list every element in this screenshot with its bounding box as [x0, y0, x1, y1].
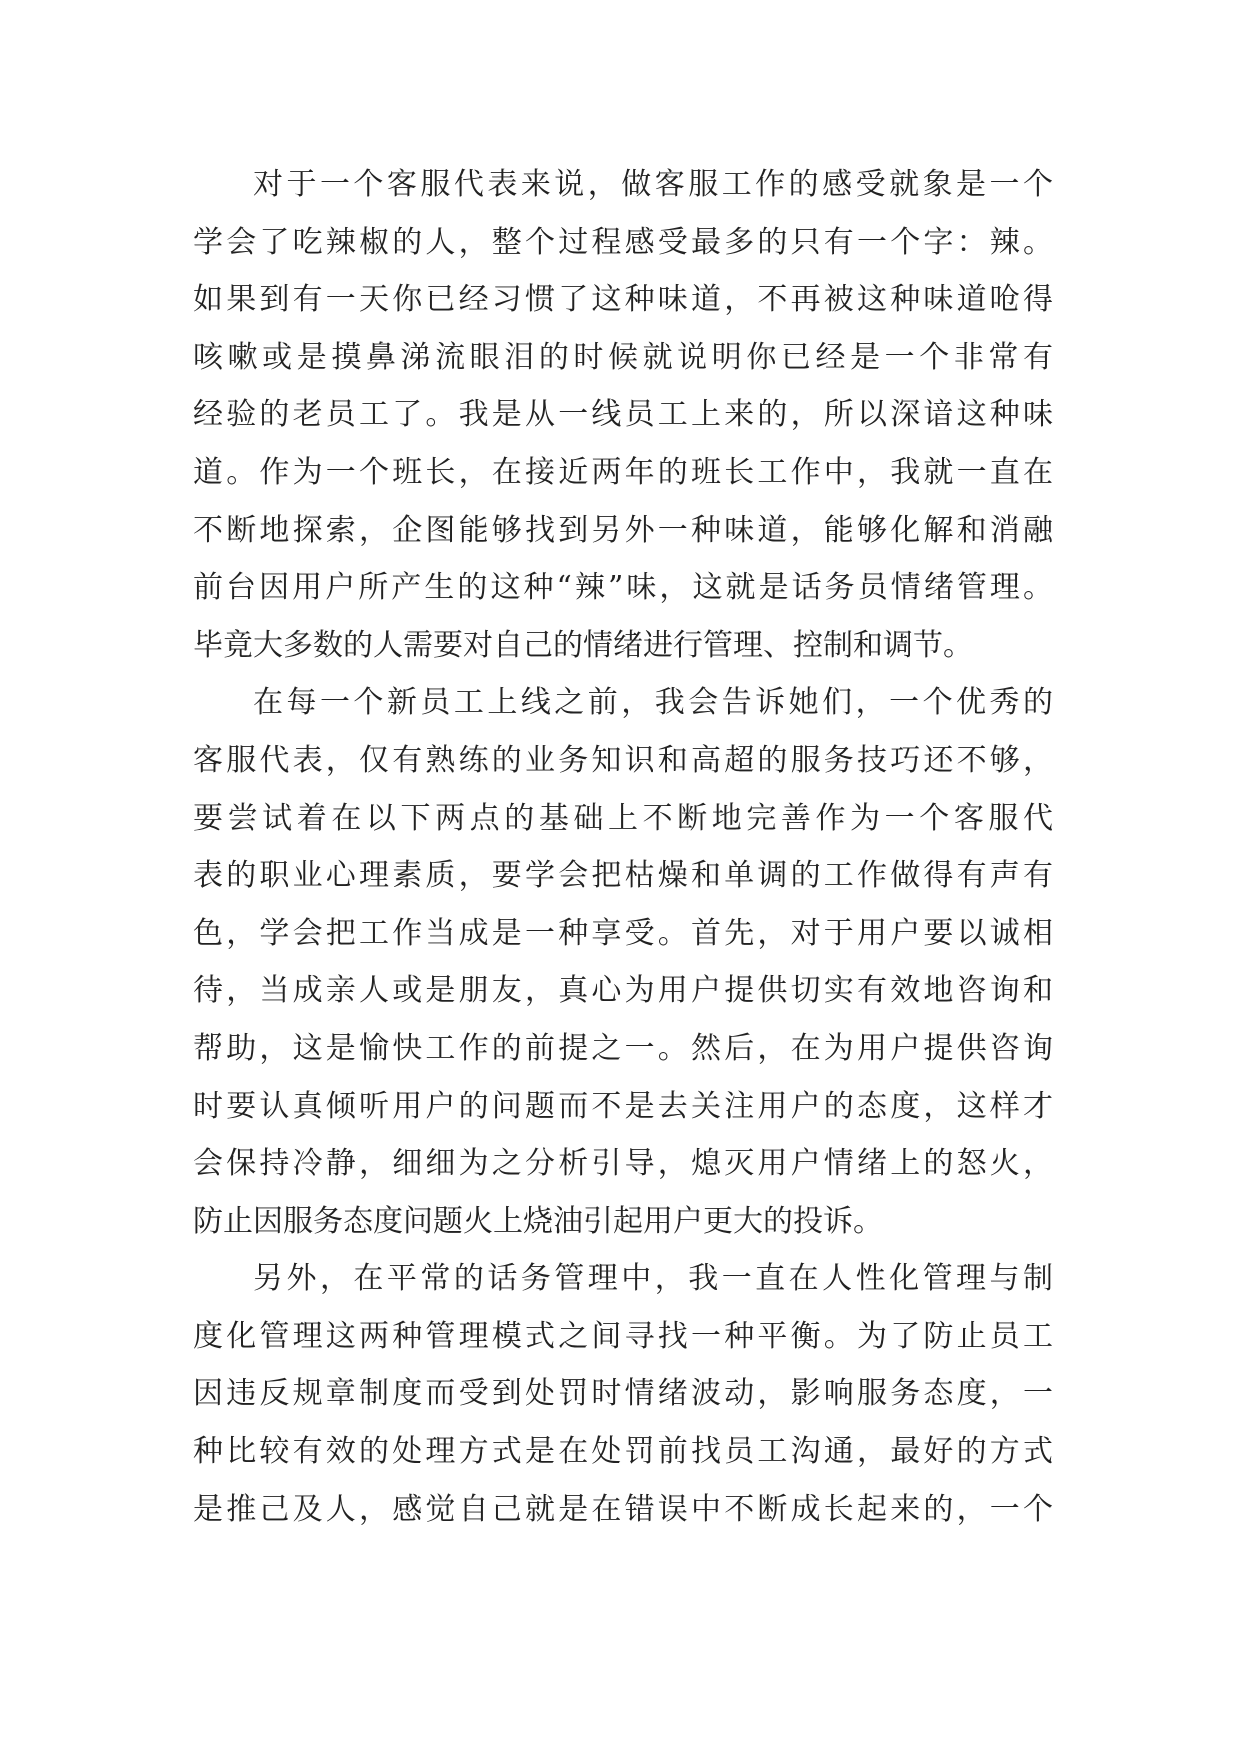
text-line: 咳嗽或是摸鼻涕流眼泪的时候就说明你已经是一个非常有	[193, 339, 1053, 375]
text-line: 另外，在平常的话务管理中，我一直在人性化管理与制	[253, 1261, 1053, 1297]
text-line: 时要认真倾听用户的问题而不是去关注用户的态度，这样才	[193, 1088, 1053, 1124]
document-body	[193, 156, 1053, 1538]
text-line: 要尝试着在以下两点的基础上不断地完善作为一个客服代	[193, 800, 1053, 836]
text-line: 在每一个新员工上线之前，我会告诉她们，一个优秀的	[253, 685, 1053, 721]
text-line: 不断地探索，企图能够找到另外一种味道，能够化解和消融	[193, 512, 1053, 548]
text-line: 帮助，这是愉快工作的前提之一。然后，在为用户提供咨询	[193, 1030, 1053, 1066]
text-line: 防止因服务态度问题火上烧油引起用户更大的投诉。	[193, 1203, 883, 1239]
text-line: 度化管理这两种管理模式之间寻找一种平衡。为了防止员工	[193, 1318, 1053, 1354]
text-line: 表的职业心理素质，要学会把枯燥和单调的工作做得有声有	[193, 858, 1053, 894]
text-line: 如果到有一天你已经习惯了这种味道，不再被这种味道呛得	[193, 282, 1053, 318]
text-line: 道。作为一个班长，在接近两年的班长工作中，我就一直在	[193, 454, 1053, 490]
text-line: 毕竟大多数的人需要对自己的情绪进行管理、控制和调节。	[193, 627, 973, 663]
text-line: 对于一个客服代表来说，做客服工作的感受就象是一个	[253, 167, 1053, 202]
text-line: 因违反规章制度而受到处罚时情绪波动，影响服务态度，一	[193, 1376, 1053, 1412]
text-line: 种比较有效的处理方式是在处罚前找员工沟通，最好的方式	[193, 1434, 1053, 1470]
text-line: 会保持冷静，细细为之分析引导，熄灭用户情绪上的怒火，	[193, 1146, 1053, 1182]
text-line: 待，当成亲人或是朋友，真心为用户提供切实有效地咨询和	[193, 973, 1053, 1009]
text-line: 色，学会把工作当成是一种享受。首先，对于用户要以诚相	[193, 915, 1053, 951]
text-line: 经验的老员工了。我是从一线员工上来的，所以深谙这种味	[193, 397, 1053, 433]
text-line: 客服代表，仅有熟练的业务知识和高超的服务技巧还不够，	[193, 742, 1053, 778]
text-line: 是推己及人，感觉自己就是在错误中不断成长起来的，一个	[193, 1491, 1053, 1527]
text-line: 前台因用户所产生的这种“辣”味，这就是话务员情绪管理。	[193, 570, 1053, 606]
text-line: 学会了吃辣椒的人，整个过程感受最多的只有一个字：辣。	[193, 224, 1053, 260]
